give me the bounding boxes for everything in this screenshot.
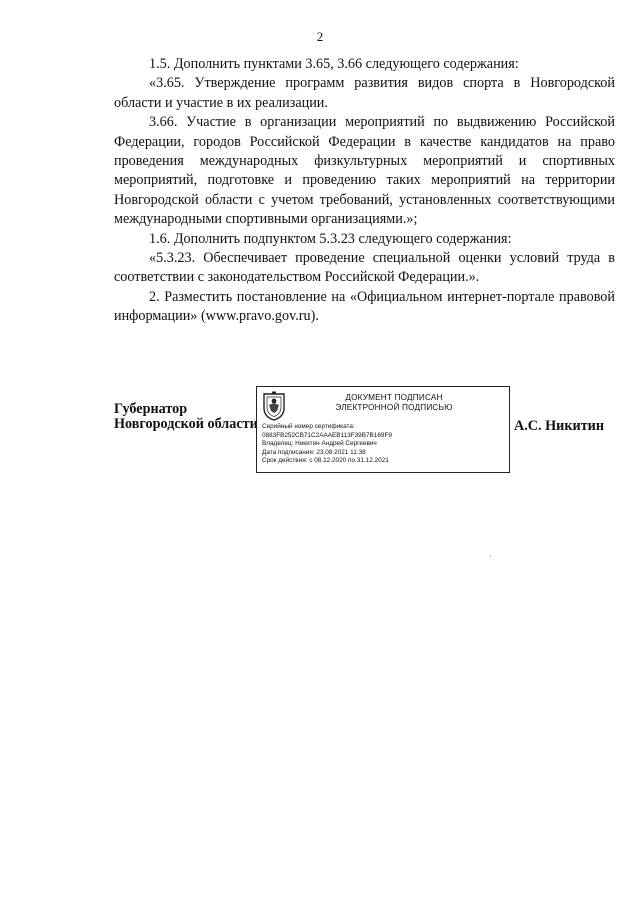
scan-speck: [490, 556, 491, 557]
stamp-heading-line-2: ЭЛЕКТРОННОЙ ПОДПИСЬЮ: [335, 403, 453, 412]
electronic-signature-stamp: [256, 386, 510, 473]
document-body: [114, 55, 615, 327]
coat-of-arms-icon: [261, 391, 287, 421]
position-line-2: Новгородской области: [114, 415, 258, 432]
page-number: 2: [316, 29, 324, 44]
certificate-owner: Владелец: Никитин Андрей Сергеевич: [262, 440, 377, 448]
serial-value: 0883FB252CB71C2AAAEB113F39B7B169F9: [262, 431, 392, 439]
stamp-heading: [299, 393, 489, 413]
signatory-position: [114, 402, 258, 431]
paragraph-3-66: 3.66. Участие в организации мероприятий по выдвижению Российской Федерации, городов Российской Федерации в качестве кандидатов на право проведения международных физкультурных мероприятий и спортивных мероприятий, подготовке и проведению таких мероприятий на территории Новгородской области с учетом требований, установленных соответствующими международными спортивными организациями.»;: [114, 114, 615, 228]
certificate-validity: Срок действия: с 08.12.2020 по 31.12.2021: [262, 457, 389, 465]
paragraph-1-6: 1.6. Дополнить подпунктом 5.3.23 следующего содержания:: [149, 230, 512, 247]
position-line-1: Губернатор: [114, 401, 188, 417]
paragraph-5-3-23: «5.3.23. Обеспечивает проведение специальной оценки условий труда в соответствии с законодательством Российской Федерации.».: [114, 250, 615, 286]
paragraph-2: 2. Разместить постановление на «Официальном интернет-портале правовой информации» (www.pravo.gov.ru).: [114, 288, 615, 325]
stamp-heading-line-1: ДОКУМЕНТ ПОДПИСАН: [345, 393, 443, 402]
paragraph-1-5: 1.5. Дополнить пунктами 3.65, 3.66 следующего содержания:: [149, 56, 519, 72]
signing-date: Дата подписания: 23.08.2021 11:38: [262, 448, 366, 456]
signatory-name: А.С. Никитин: [514, 418, 605, 434]
serial-label: Серийный номер сертификата:: [262, 423, 355, 430]
paragraph-3-65: «3.65. Утверждение программ развития видов спорта в Новгородской области и участие в их реализации.: [114, 75, 615, 111]
certificate-details: [262, 423, 392, 466]
